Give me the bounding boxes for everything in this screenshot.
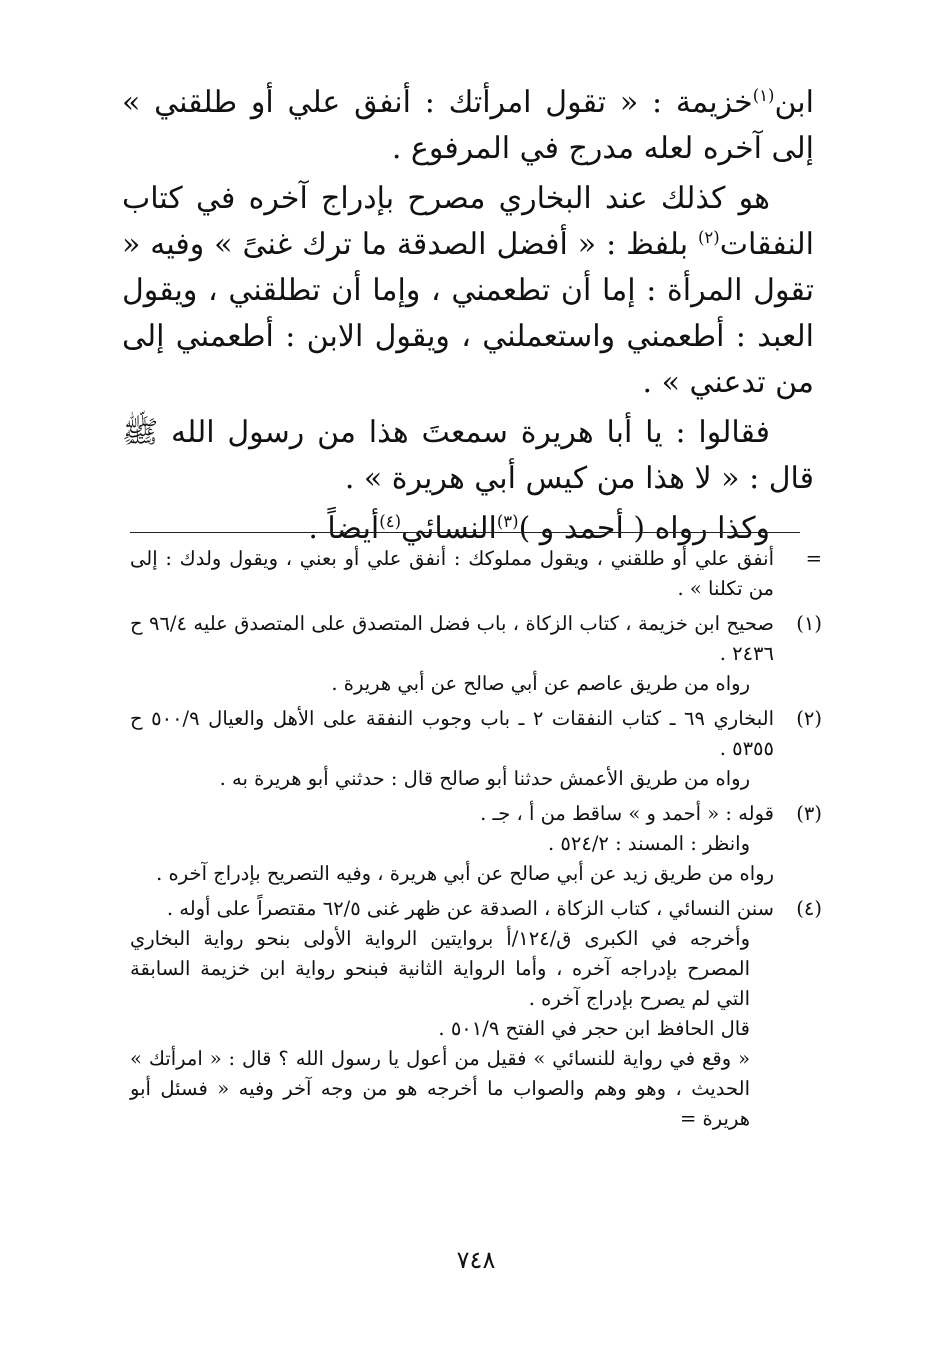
footnote-line: قوله : « أحمد و » ساقط من أ ، جـ .: [480, 802, 774, 825]
footnote-number: (٢): [796, 707, 822, 730]
footnote-ref-3: (٣): [496, 512, 519, 531]
footnote-body: [130, 799, 774, 889]
footnote-ref-1: (١): [752, 86, 775, 105]
footnote-continuation: [130, 544, 822, 604]
text-span: ابن: [774, 85, 814, 120]
text-span: وكذا رواه ( أحمد و ): [518, 511, 770, 546]
text-span: النسائي: [401, 511, 497, 546]
footnotes: [130, 544, 822, 1139]
page-number: ٧٤٨: [456, 1246, 496, 1274]
footnote-2: [130, 704, 822, 794]
paragraph-2: [122, 176, 814, 406]
continuation-marker: =: [805, 547, 822, 570]
footnote-number: (٣): [796, 802, 822, 825]
text-span: بلفظ : « أفضل الصدقة ما ترك غنىً » وفيه « تقول المرأة : إما أن تطعمني ، وإما أن تطلقني ، ويقول العبد : أطعمني واستعملني ، ويقول الابن : أطعمني إلى من تدعني » .: [122, 227, 814, 400]
paragraph-1: [122, 80, 814, 172]
text-span: خزيمة : « تقول امرأتك : أنفق علي أو طلقني » إلى آخره لعله مدرج في المرفوع .: [122, 85, 814, 166]
footnote-line: وأخرجه في الكبرى ق/١٢٤/أ بروايتين الرواية الأولى بنحو رواية البخاري المصرح بإدراجه آخره ، وأما الرواية الثانية فبنحو رواية ابن خزيمة السابقة التي لم يصرح بإدراج آخره .: [130, 927, 750, 1010]
footnote-number: (١): [796, 612, 822, 635]
footnote-line: رواه من طريق عاصم عن أبي صالح عن أبي هريرة .: [331, 672, 750, 695]
footnote-line: وانظر : المسند : ٥٢٤/٢ .: [548, 832, 750, 855]
footnote-line: رواه من طريق زيد عن أبي صالح عن أبي هريرة ، وفيه التصريح بإدراج آخره .: [156, 862, 774, 885]
footnote-line: صحيح ابن خزيمة ، كتاب الزكاة ، باب فضل المتصدق على المتصدق عليه ٩٦/٤ ح ٢٤٣٦ .: [130, 612, 774, 665]
main-text: [122, 80, 814, 552]
footnote-line: قال الحافظ ابن حجر في الفتح ٥٠١/٩ .: [438, 1017, 750, 1040]
footnote-divider: [130, 532, 800, 533]
text-span: أيضاً .: [308, 511, 380, 546]
footnote-line: سنن النسائي ، كتاب الزكاة ، الصدقة عن ظهر غنى ٦٢/٥ مقتصراً على أوله .: [166, 897, 774, 920]
paragraph-3: فقالوا : يا أبا هريرة سمعتَ هذا من رسول الله ﷺ قال : « لا هذا من كيس أبي هريرة » .: [122, 415, 814, 496]
text-span: هو كذلك عند البخاري مصرح بإدراج آخره في كتاب النفقات: [122, 181, 814, 262]
footnote-body: [130, 544, 774, 604]
footnote-ref-2: (٢): [697, 228, 720, 247]
footnote-line: « وقع في رواية للنسائي » فقيل من أعول يا رسول الله ؟ قال : « امرأتك » الحديث ، وهو وهم والصواب ما أخرجه هو من وجه آخر وفيه « فسئل أبو هريرة =: [130, 1047, 750, 1130]
footnote-line: رواه من طريق الأعمش حدثنا أبو صالح قال : حدثني أبو هريرة به .: [219, 767, 750, 790]
footnote-body: [130, 894, 774, 1134]
footnote-body: [130, 704, 774, 794]
footnote-line: أنفق علي أو طلقني ، ويقول مملوكك : أنفق علي أو بعني ، ويقول ولدك : إلى من تكلنا » .: [130, 547, 774, 600]
footnote-ref-4: (٤): [379, 512, 402, 531]
footnote-line: البخاري ٦٩ ـ كتاب النفقات ٢ ـ باب وجوب النفقة على الأهل والعيال ٥٠٠/٩ ح ٥٣٥٥ .: [130, 707, 774, 760]
footnote-3: [130, 799, 822, 889]
footnote-4: [130, 894, 822, 1134]
footnote-1: [130, 609, 822, 699]
footnote-body: [130, 609, 774, 699]
footnote-number: (٤): [796, 897, 822, 920]
